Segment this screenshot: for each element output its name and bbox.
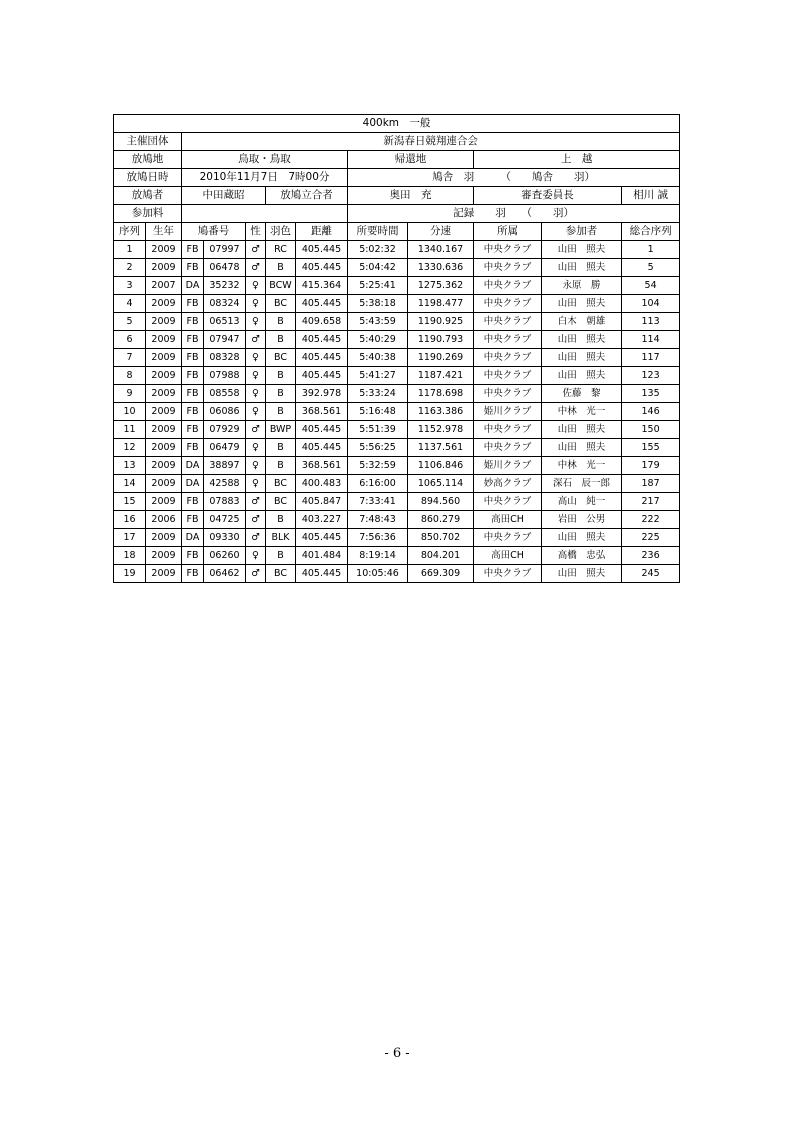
distance-cell: 405.445 bbox=[296, 367, 348, 385]
year-cell: 2009 bbox=[146, 493, 182, 511]
ring-number-cell: 04725 bbox=[204, 511, 246, 529]
year-cell: 2009 bbox=[146, 349, 182, 367]
distance-cell: 405.445 bbox=[296, 331, 348, 349]
color-cell: B bbox=[266, 403, 296, 421]
club-cell: 姫川クラブ bbox=[474, 403, 542, 421]
ring-number-cell: 08324 bbox=[204, 295, 246, 313]
table-row bbox=[114, 493, 680, 511]
color-cell: B bbox=[266, 313, 296, 331]
year-cell: 2009 bbox=[146, 295, 182, 313]
releaser-value: 中田蔵昭 bbox=[182, 187, 266, 205]
table-row bbox=[114, 349, 680, 367]
speed-cell: 1190.925 bbox=[408, 313, 474, 331]
color-cell: B bbox=[266, 259, 296, 277]
table-row bbox=[114, 475, 680, 493]
color-cell: B bbox=[266, 547, 296, 565]
table-row bbox=[114, 241, 680, 259]
overall-rank-cell: 114 bbox=[622, 331, 680, 349]
color-cell: BC bbox=[266, 295, 296, 313]
sex-cell: ♀ bbox=[246, 403, 266, 421]
distance-cell: 415.364 bbox=[296, 277, 348, 295]
sex-cell: ♀ bbox=[246, 385, 266, 403]
release-place-value: 鳥取・鳥取 bbox=[182, 151, 348, 169]
table-row bbox=[114, 421, 680, 439]
rank-cell: 7 bbox=[114, 349, 146, 367]
ring-number-cell: 38897 bbox=[204, 457, 246, 475]
ring-number-cell: 09330 bbox=[204, 529, 246, 547]
year-cell: 2009 bbox=[146, 241, 182, 259]
time-cell: 5:16:48 bbox=[348, 403, 408, 421]
speed-cell: 1190.269 bbox=[408, 349, 474, 367]
col-club: 所属 bbox=[474, 223, 542, 241]
speed-cell: 1190.793 bbox=[408, 331, 474, 349]
owner-cell: 山田 照夫 bbox=[542, 421, 622, 439]
overall-rank-cell: 217 bbox=[622, 493, 680, 511]
sex-cell: ♂ bbox=[246, 565, 266, 583]
club-cell: 中央クラブ bbox=[474, 295, 542, 313]
year-cell: 2007 bbox=[146, 277, 182, 295]
club-cell: 中央クラブ bbox=[474, 439, 542, 457]
time-cell: 7:48:43 bbox=[348, 511, 408, 529]
owner-cell: 中林 光一 bbox=[542, 457, 622, 475]
return-place-label: 帰還地 bbox=[348, 151, 474, 169]
table-row bbox=[114, 313, 680, 331]
judge-label: 審査委員長 bbox=[474, 187, 622, 205]
ring-prefix-cell: FB bbox=[182, 385, 204, 403]
owner-cell: 山田 照夫 bbox=[542, 241, 622, 259]
rank-cell: 16 bbox=[114, 511, 146, 529]
col-overall: 総合序列 bbox=[622, 223, 680, 241]
club-cell: 中央クラブ bbox=[474, 367, 542, 385]
owner-cell: 山田 照夫 bbox=[542, 295, 622, 313]
club-cell: 中央クラブ bbox=[474, 259, 542, 277]
speed-cell: 1163.386 bbox=[408, 403, 474, 421]
sex-cell: ♀ bbox=[246, 475, 266, 493]
time-cell: 5:04:42 bbox=[348, 259, 408, 277]
distance-cell: 405.445 bbox=[296, 241, 348, 259]
ring-number-cell: 42588 bbox=[204, 475, 246, 493]
club-cell: 中央クラブ bbox=[474, 277, 542, 295]
distance-cell: 409.658 bbox=[296, 313, 348, 331]
column-header-row bbox=[114, 223, 680, 241]
race-results-table bbox=[113, 114, 680, 583]
distance-cell: 368.561 bbox=[296, 457, 348, 475]
club-cell: 中央クラブ bbox=[474, 313, 542, 331]
sex-cell: ♀ bbox=[246, 277, 266, 295]
ring-prefix-cell: DA bbox=[182, 457, 204, 475]
distance-cell: 400.483 bbox=[296, 475, 348, 493]
sex-cell: ♀ bbox=[246, 439, 266, 457]
year-cell: 2009 bbox=[146, 331, 182, 349]
time-cell: 5:41:27 bbox=[348, 367, 408, 385]
overall-rank-cell: 179 bbox=[622, 457, 680, 475]
distance-cell: 405.445 bbox=[296, 295, 348, 313]
ring-number-cell: 06462 bbox=[204, 565, 246, 583]
year-cell: 2009 bbox=[146, 457, 182, 475]
overall-rank-cell: 1 bbox=[622, 241, 680, 259]
overall-rank-cell: 113 bbox=[622, 313, 680, 331]
return-place-value: 上 越 bbox=[474, 151, 680, 169]
sex-cell: ♀ bbox=[246, 457, 266, 475]
time-cell: 5:40:38 bbox=[348, 349, 408, 367]
distance-cell: 368.561 bbox=[296, 403, 348, 421]
participation-label: 参加料 bbox=[114, 205, 182, 223]
ring-number-cell: 07947 bbox=[204, 331, 246, 349]
club-cell: 妙高クラブ bbox=[474, 475, 542, 493]
distance-cell: 405.847 bbox=[296, 493, 348, 511]
speed-cell: 1106.846 bbox=[408, 457, 474, 475]
ring-number-cell: 07929 bbox=[204, 421, 246, 439]
color-cell: B bbox=[266, 457, 296, 475]
distance-cell: 392.978 bbox=[296, 385, 348, 403]
ring-number-cell: 07988 bbox=[204, 367, 246, 385]
club-cell: 高田CH bbox=[474, 511, 542, 529]
ring-prefix-cell: DA bbox=[182, 529, 204, 547]
ring-prefix-cell: FB bbox=[182, 439, 204, 457]
rank-cell: 18 bbox=[114, 547, 146, 565]
overall-rank-cell: 117 bbox=[622, 349, 680, 367]
owner-cell: 深石 辰一郎 bbox=[542, 475, 622, 493]
ring-prefix-cell: FB bbox=[182, 403, 204, 421]
owner-cell: 山田 照夫 bbox=[542, 331, 622, 349]
owner-cell: 山田 照夫 bbox=[542, 259, 622, 277]
overall-rank-cell: 155 bbox=[622, 439, 680, 457]
speed-cell: 1187.421 bbox=[408, 367, 474, 385]
ring-number-cell: 06513 bbox=[204, 313, 246, 331]
time-cell: 5:56:25 bbox=[348, 439, 408, 457]
year-cell: 2009 bbox=[146, 475, 182, 493]
table-row bbox=[114, 529, 680, 547]
ring-number-cell: 07997 bbox=[204, 241, 246, 259]
race-title: 400km 一般 bbox=[114, 115, 680, 133]
table-row bbox=[114, 277, 680, 295]
color-cell: BWP bbox=[266, 421, 296, 439]
col-owner: 参加者 bbox=[542, 223, 622, 241]
participation-value bbox=[182, 205, 348, 223]
club-cell: 姫川クラブ bbox=[474, 457, 542, 475]
sex-cell: ♂ bbox=[246, 529, 266, 547]
table-row bbox=[114, 547, 680, 565]
overall-rank-cell: 236 bbox=[622, 547, 680, 565]
time-cell: 5:02:32 bbox=[348, 241, 408, 259]
ring-prefix-cell: FB bbox=[182, 349, 204, 367]
club-cell: 中央クラブ bbox=[474, 349, 542, 367]
rank-cell: 2 bbox=[114, 259, 146, 277]
year-cell: 2009 bbox=[146, 421, 182, 439]
ring-prefix-cell: FB bbox=[182, 295, 204, 313]
speed-cell: 1340.167 bbox=[408, 241, 474, 259]
rank-cell: 9 bbox=[114, 385, 146, 403]
owner-cell: 山田 照夫 bbox=[542, 367, 622, 385]
year-cell: 2009 bbox=[146, 439, 182, 457]
time-cell: 7:56:36 bbox=[348, 529, 408, 547]
sex-cell: ♂ bbox=[246, 511, 266, 529]
year-cell: 2009 bbox=[146, 529, 182, 547]
col-color: 羽色 bbox=[266, 223, 296, 241]
table-row bbox=[114, 457, 680, 475]
overall-rank-cell: 146 bbox=[622, 403, 680, 421]
distance-cell: 405.445 bbox=[296, 439, 348, 457]
rank-cell: 17 bbox=[114, 529, 146, 547]
speed-cell: 669.309 bbox=[408, 565, 474, 583]
year-cell: 2009 bbox=[146, 565, 182, 583]
rank-cell: 11 bbox=[114, 421, 146, 439]
sex-cell: ♀ bbox=[246, 547, 266, 565]
rank-cell: 19 bbox=[114, 565, 146, 583]
host-value: 新潟春日競翔連合会 bbox=[182, 133, 680, 151]
year-cell: 2009 bbox=[146, 547, 182, 565]
club-cell: 中央クラブ bbox=[474, 241, 542, 259]
sex-cell: ♀ bbox=[246, 313, 266, 331]
table-row bbox=[114, 367, 680, 385]
rank-cell: 6 bbox=[114, 331, 146, 349]
ring-prefix-cell: DA bbox=[182, 277, 204, 295]
time-cell: 7:33:41 bbox=[348, 493, 408, 511]
color-cell: BLK bbox=[266, 529, 296, 547]
time-cell: 5:43:59 bbox=[348, 313, 408, 331]
table-row bbox=[114, 403, 680, 421]
club-cell: 中央クラブ bbox=[474, 331, 542, 349]
col-speed: 分速 bbox=[408, 223, 474, 241]
color-cell: B bbox=[266, 439, 296, 457]
owner-cell: 佐藤 黎 bbox=[542, 385, 622, 403]
owner-cell: 白木 朝雄 bbox=[542, 313, 622, 331]
overall-rank-cell: 135 bbox=[622, 385, 680, 403]
club-cell: 高田CH bbox=[474, 547, 542, 565]
time-cell: 6:16:00 bbox=[348, 475, 408, 493]
rank-cell: 5 bbox=[114, 313, 146, 331]
overall-rank-cell: 245 bbox=[622, 565, 680, 583]
ring-prefix-cell: FB bbox=[182, 241, 204, 259]
overall-rank-cell: 104 bbox=[622, 295, 680, 313]
color-cell: B bbox=[266, 367, 296, 385]
owner-cell: 中林 光一 bbox=[542, 403, 622, 421]
results-body bbox=[114, 241, 680, 583]
owner-cell: 山田 照夫 bbox=[542, 565, 622, 583]
ring-number-cell: 06086 bbox=[204, 403, 246, 421]
speed-cell: 860.279 bbox=[408, 511, 474, 529]
ring-prefix-cell: FB bbox=[182, 367, 204, 385]
year-cell: 2009 bbox=[146, 367, 182, 385]
time-cell: 5:38:18 bbox=[348, 295, 408, 313]
col-distance: 距離 bbox=[296, 223, 348, 241]
distance-cell: 405.445 bbox=[296, 259, 348, 277]
col-time: 所要時間 bbox=[348, 223, 408, 241]
owner-cell: 高橋 忠弘 bbox=[542, 547, 622, 565]
club-cell: 中央クラブ bbox=[474, 565, 542, 583]
speed-cell: 894.560 bbox=[408, 493, 474, 511]
time-cell: 8:19:14 bbox=[348, 547, 408, 565]
time-cell: 5:40:29 bbox=[348, 331, 408, 349]
sex-cell: ♂ bbox=[246, 421, 266, 439]
releaser-label: 放鳩者 bbox=[114, 187, 182, 205]
table-row bbox=[114, 439, 680, 457]
color-cell: BCW bbox=[266, 277, 296, 295]
owner-cell: 岩田 公男 bbox=[542, 511, 622, 529]
speed-cell: 1137.561 bbox=[408, 439, 474, 457]
color-cell: BC bbox=[266, 493, 296, 511]
speed-cell: 1065.114 bbox=[408, 475, 474, 493]
rank-cell: 4 bbox=[114, 295, 146, 313]
rank-cell: 8 bbox=[114, 367, 146, 385]
col-rank: 序列 bbox=[114, 223, 146, 241]
table-row bbox=[114, 385, 680, 403]
rank-cell: 12 bbox=[114, 439, 146, 457]
color-cell: B bbox=[266, 331, 296, 349]
color-cell: BC bbox=[266, 475, 296, 493]
time-cell: 5:51:39 bbox=[348, 421, 408, 439]
overall-rank-cell: 5 bbox=[622, 259, 680, 277]
table-row bbox=[114, 511, 680, 529]
year-cell: 2009 bbox=[146, 403, 182, 421]
ring-prefix-cell: DA bbox=[182, 475, 204, 493]
page-number: - 6 - bbox=[384, 1046, 410, 1061]
witness-label: 放鳩立合者 bbox=[266, 187, 348, 205]
table-row bbox=[114, 259, 680, 277]
distance-cell: 405.445 bbox=[296, 529, 348, 547]
sex-cell: ♂ bbox=[246, 241, 266, 259]
table-row bbox=[114, 331, 680, 349]
time-cell: 5:25:41 bbox=[348, 277, 408, 295]
color-cell: RC bbox=[266, 241, 296, 259]
distance-cell: 405.445 bbox=[296, 349, 348, 367]
overall-rank-cell: 123 bbox=[622, 367, 680, 385]
time-cell: 5:32:59 bbox=[348, 457, 408, 475]
ring-number-cell: 06260 bbox=[204, 547, 246, 565]
release-place-label: 放鳩地 bbox=[114, 151, 182, 169]
table-row bbox=[114, 565, 680, 583]
ring-number-cell: 07883 bbox=[204, 493, 246, 511]
club-cell: 中央クラブ bbox=[474, 529, 542, 547]
speed-cell: 850.702 bbox=[408, 529, 474, 547]
ring-number-cell: 35232 bbox=[204, 277, 246, 295]
owner-cell: 山田 照夫 bbox=[542, 529, 622, 547]
overall-rank-cell: 187 bbox=[622, 475, 680, 493]
speed-cell: 1275.362 bbox=[408, 277, 474, 295]
distance-cell: 403.227 bbox=[296, 511, 348, 529]
col-year: 生年 bbox=[146, 223, 182, 241]
release-datetime-value: 2010年11月7日 7時00分 bbox=[182, 169, 348, 187]
color-cell: B bbox=[266, 511, 296, 529]
sex-cell: ♂ bbox=[246, 493, 266, 511]
table-row bbox=[114, 295, 680, 313]
ring-number-cell: 06479 bbox=[204, 439, 246, 457]
time-cell: 5:33:24 bbox=[348, 385, 408, 403]
rank-cell: 15 bbox=[114, 493, 146, 511]
owner-cell: 永原 勝 bbox=[542, 277, 622, 295]
judge-value: 相川 誠 bbox=[622, 187, 680, 205]
year-cell: 2009 bbox=[146, 259, 182, 277]
ring-prefix-cell: FB bbox=[182, 331, 204, 349]
year-cell: 2009 bbox=[146, 385, 182, 403]
overall-rank-cell: 225 bbox=[622, 529, 680, 547]
col-sex: 性 bbox=[246, 223, 266, 241]
sex-cell: ♂ bbox=[246, 259, 266, 277]
overall-rank-cell: 54 bbox=[622, 277, 680, 295]
time-cell: 10:05:46 bbox=[348, 565, 408, 583]
ring-prefix-cell: FB bbox=[182, 511, 204, 529]
rank-cell: 10 bbox=[114, 403, 146, 421]
sex-cell: ♀ bbox=[246, 367, 266, 385]
speed-cell: 1198.477 bbox=[408, 295, 474, 313]
distance-cell: 405.445 bbox=[296, 421, 348, 439]
club-cell: 中央クラブ bbox=[474, 385, 542, 403]
year-cell: 2006 bbox=[146, 511, 182, 529]
speed-cell: 804.201 bbox=[408, 547, 474, 565]
loft-count: 鳩舎 羽 （ 鳩舎 羽） bbox=[348, 169, 680, 187]
speed-cell: 1178.698 bbox=[408, 385, 474, 403]
rank-cell: 14 bbox=[114, 475, 146, 493]
overall-rank-cell: 222 bbox=[622, 511, 680, 529]
color-cell: BC bbox=[266, 565, 296, 583]
club-cell: 中央クラブ bbox=[474, 493, 542, 511]
ring-number-cell: 08328 bbox=[204, 349, 246, 367]
year-cell: 2009 bbox=[146, 313, 182, 331]
ring-prefix-cell: FB bbox=[182, 259, 204, 277]
color-cell: BC bbox=[266, 349, 296, 367]
distance-cell: 405.445 bbox=[296, 565, 348, 583]
owner-cell: 山田 照夫 bbox=[542, 349, 622, 367]
speed-cell: 1152.978 bbox=[408, 421, 474, 439]
sex-cell: ♀ bbox=[246, 295, 266, 313]
sex-cell: ♀ bbox=[246, 349, 266, 367]
ring-prefix-cell: FB bbox=[182, 421, 204, 439]
distance-cell: 401.484 bbox=[296, 547, 348, 565]
ring-prefix-cell: FB bbox=[182, 313, 204, 331]
sex-cell: ♂ bbox=[246, 331, 266, 349]
rank-cell: 13 bbox=[114, 457, 146, 475]
ring-prefix-cell: FB bbox=[182, 565, 204, 583]
ring-number-cell: 08558 bbox=[204, 385, 246, 403]
owner-cell: 高山 純一 bbox=[542, 493, 622, 511]
overall-rank-cell: 150 bbox=[622, 421, 680, 439]
owner-cell: 山田 照夫 bbox=[542, 439, 622, 457]
host-label: 主催団体 bbox=[114, 133, 182, 151]
color-cell: B bbox=[266, 385, 296, 403]
club-cell: 中央クラブ bbox=[474, 421, 542, 439]
ring-prefix-cell: FB bbox=[182, 547, 204, 565]
col-ring-number: 鳩番号 bbox=[182, 223, 246, 241]
release-datetime-label: 放鳩日時 bbox=[114, 169, 182, 187]
ring-number-cell: 06478 bbox=[204, 259, 246, 277]
record-value: 記録 羽 （ 羽） bbox=[348, 205, 680, 223]
ring-prefix-cell: FB bbox=[182, 493, 204, 511]
rank-cell: 1 bbox=[114, 241, 146, 259]
rank-cell: 3 bbox=[114, 277, 146, 295]
speed-cell: 1330.636 bbox=[408, 259, 474, 277]
witness-value: 奥田 充 bbox=[348, 187, 474, 205]
